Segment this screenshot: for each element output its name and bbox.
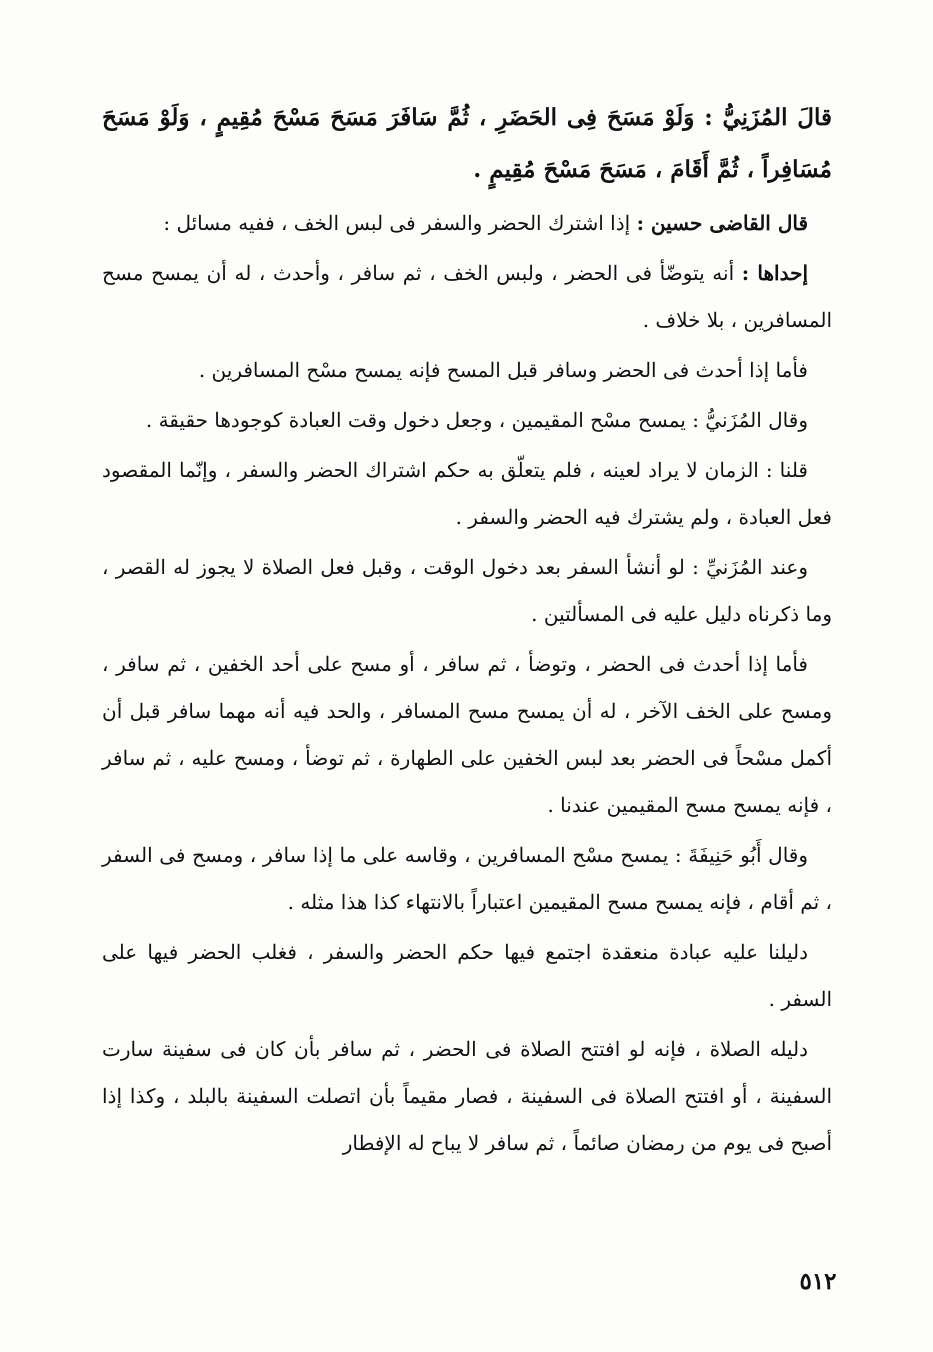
paragraph-8 bbox=[102, 832, 832, 926]
paragraph-6 bbox=[102, 544, 832, 638]
paragraph-text: أنه يتوضّأ فى الحضر ، ولبس الخف ، ثم سافر ، وأحدث ، له أن يمسح مسح المسافرين ، بلا خلاف . bbox=[102, 261, 832, 332]
paragraph-lead: إحداها : bbox=[741, 261, 808, 285]
paragraph-text: وعند المُزَنيِّ : لو أنشأ السفر بعد دخول الوقت ، وقبل فعل الصلاة لا يجوز له القصر ، وما ذكرناه دليل عليه فى المسألتين . bbox=[102, 555, 832, 626]
matn-heading bbox=[102, 92, 832, 196]
paragraph-text: دليلنا عليه عبادة منعقدة اجتمع فيها حكم الحضر والسفر ، فغلب الحضر فيها على السفر . bbox=[102, 940, 832, 1011]
paragraph-text: دليله الصلاة ، فإنه لو افتتح الصلاة فى الحضر ، ثم سافر بأن كان فى سفينة سارت السفينة ، أو افتتح الصلاة فى السفينة ، فصار مقيماً بأن اتصلت السفينة بالبلد ، وكذا إذا أصبح فى يوم من رمضان صائماً ، ثم سافر لا يباح له الإفطار bbox=[102, 1037, 832, 1155]
paragraph-7 bbox=[102, 641, 832, 829]
paragraph-text: وقال المُزَنيُّ : يمسح مسْح المقيمين ، وجعل دخول وقت العبادة كوجودها حقيقة . bbox=[145, 408, 808, 432]
paragraph-10 bbox=[102, 1026, 832, 1167]
paragraph-text: وقال أَبُو حَنِيفَةَ : يمسح مسْح المسافرين ، وقاسه على ما إذا سافر ، ومسح فى السفر ، ثم أقام ، فإنه يمسح مسح المقيمين اعتباراً بالانتهاء كذا هذا مثله . bbox=[102, 843, 832, 914]
page-number: ٥١٢ bbox=[799, 1268, 837, 1295]
paragraph-lead: قال القاضى حسين : bbox=[636, 211, 808, 235]
paragraph-3 bbox=[102, 347, 832, 394]
paragraph-9 bbox=[102, 929, 832, 1023]
paragraph-text: فأما إذا أحدث فى الحضر وسافر قبل المسح فإنه يمسح مسْح المسافرين . bbox=[198, 358, 808, 382]
paragraph-2 bbox=[102, 250, 832, 344]
matn-text: وَلَوْ مَسَحَ فِى الحَضَرِ ، ثُمَّ سَافَرَ مَسَحَ مَسْحَ مُقِيمٍ ، وَلَوْ مَسَحَ مُسَافِراً ، ثُمَّ أَقَامَ ، مَسَحَ مَسْحَ مُقِيمٍ . bbox=[102, 104, 832, 183]
matn-speaker: قالَ المُزَنِيُّ : bbox=[704, 104, 832, 131]
paragraph-4 bbox=[102, 397, 832, 444]
paragraph-text: إذا اشترك الحضر والسفر فى لبس الخف ، ففيه مسائل : bbox=[163, 211, 631, 235]
paragraph-text: فأما إذا أحدث فى الحضر ، وتوضأ ، ثم سافر ، أو مسح على أحد الخفين ، ثم سافر ، ومسح على الخف الآخر ، له أن يمسح مسح المسافر ، والحد فيه أنه مهما سافر قبل أن أكمل مسْحاً فى الحضر بعد لبس الخفين على الطهارة ، ثم توضأ ، ومسح عليه ، ثم سافر ، فإنه يمسح مسح المقيمين عندنا . bbox=[102, 652, 832, 817]
paragraph-text: قلنا : الزمان لا يراد لعينه ، فلم يتعلّق به حكم اشتراك الحضر والسفر ، وإنّما المقصود فعل العبادة ، ولم يشترك فيه الحضر والسفر . bbox=[102, 458, 832, 529]
paragraph-1 bbox=[102, 200, 832, 247]
paragraph-5 bbox=[102, 447, 832, 541]
page-body bbox=[102, 92, 832, 1167]
